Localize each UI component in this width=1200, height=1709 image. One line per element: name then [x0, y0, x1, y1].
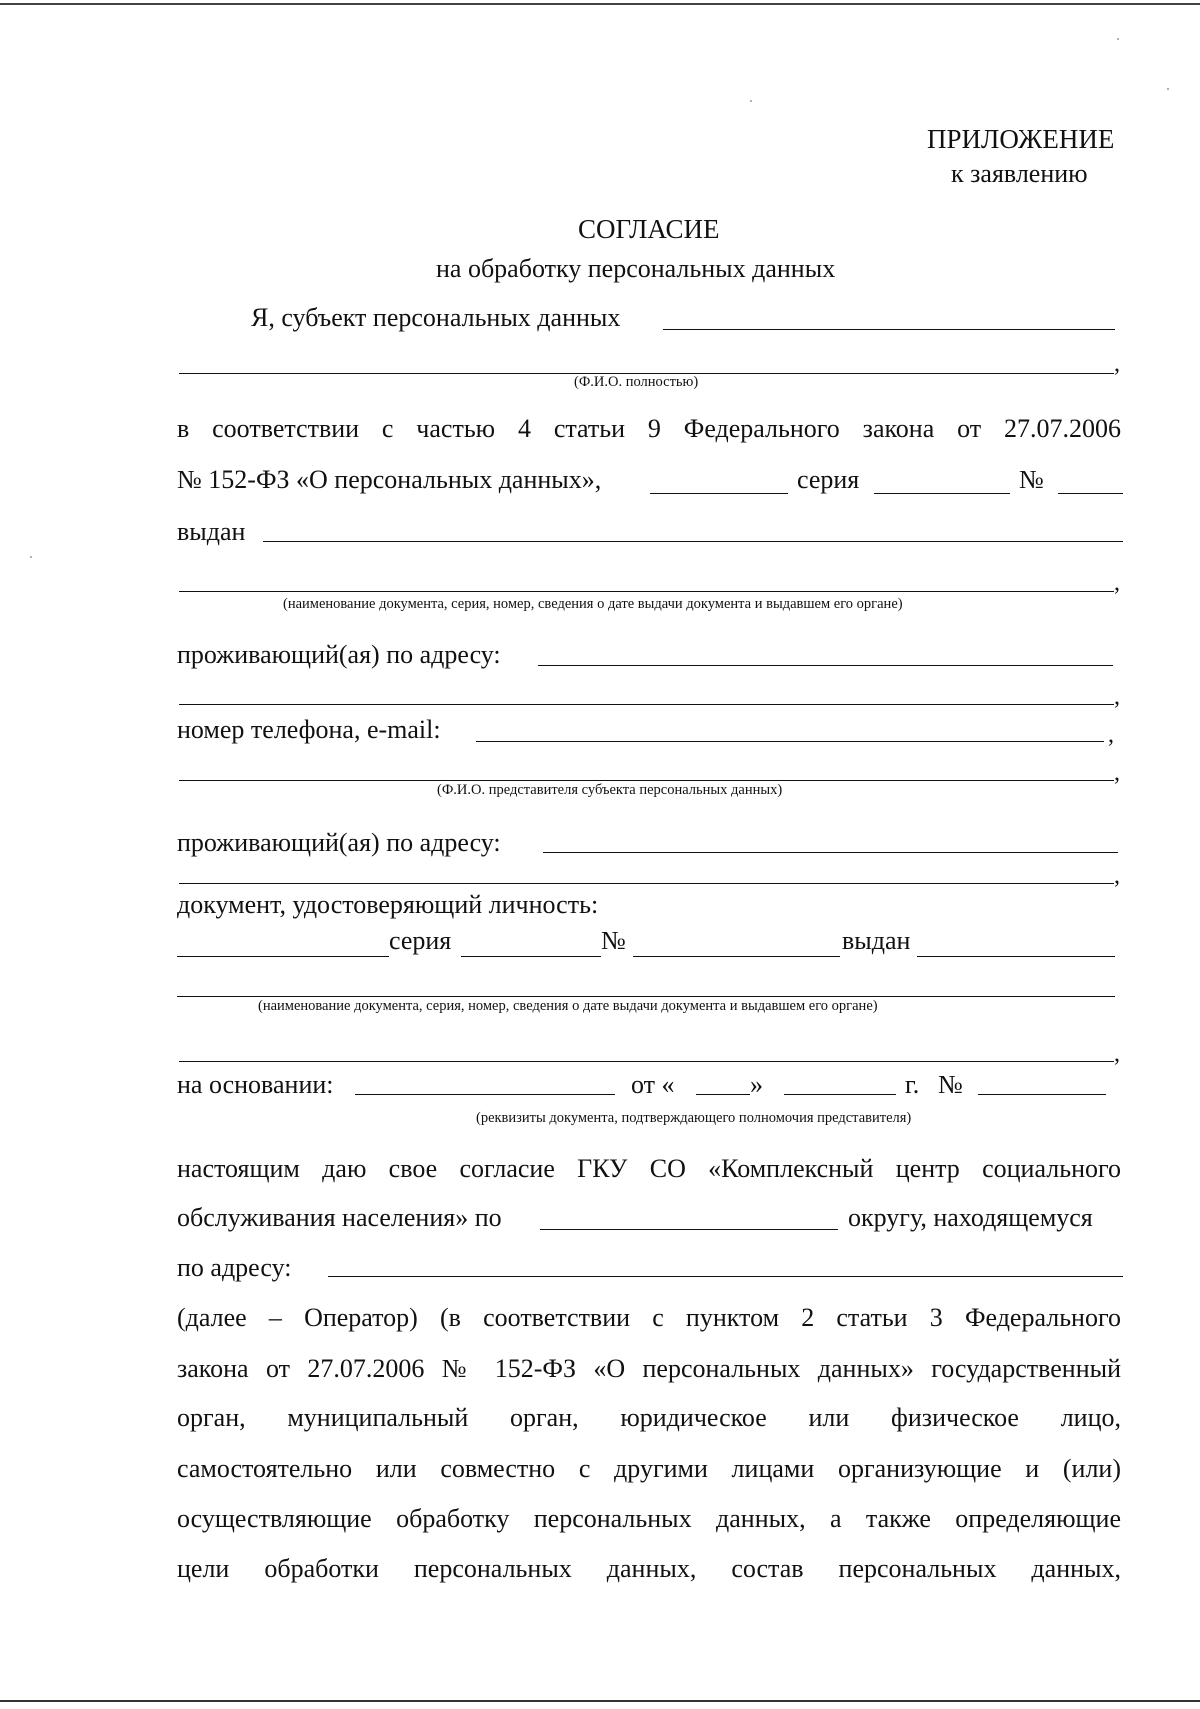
subject-name-field[interactable] — [663, 329, 1115, 330]
scan-speck — [1117, 38, 1119, 40]
basis-number-field[interactable] — [978, 1094, 1106, 1095]
scan-speck — [1167, 88, 1169, 90]
year-label: г. — [905, 1070, 920, 1099]
rep-address-field[interactable] — [543, 852, 1118, 853]
address-field-cont[interactable] — [179, 704, 1114, 705]
document-subtitle: на обработку персональных данных — [436, 254, 836, 283]
district-field[interactable] — [540, 1229, 838, 1230]
scan-top-edge — [0, 3, 1200, 5]
basis-month-field[interactable] — [784, 1094, 896, 1095]
series-label: серия — [797, 465, 860, 494]
paragraph-line: орган, муниципальный орган, юридическое или физическое лицо, — [177, 1403, 1121, 1432]
phone-email-field[interactable] — [476, 741, 1104, 742]
basis-number-label: № — [938, 1070, 963, 1099]
issued-field-cont[interactable] — [179, 591, 1114, 592]
service-prefix: обслуживания населения» по — [177, 1203, 502, 1232]
law-line: в соответствии с частью 4 статьи 9 Федерального закона от 27.07.2006 — [177, 414, 1121, 443]
operator-address-field[interactable] — [328, 1276, 1123, 1277]
rep-series-field[interactable] — [461, 956, 601, 957]
number-label: № — [1019, 465, 1044, 494]
document-type-field[interactable] — [650, 493, 788, 494]
basis-day-field[interactable] — [696, 1094, 750, 1095]
comma: , — [1114, 1041, 1120, 1067]
rep-issued-field[interactable] — [917, 956, 1115, 957]
rep-document-caption: (наименование документа, серия, номер, сведения о дате выдачи документа и выдавшем его органе) — [258, 998, 878, 1014]
consent-line: настоящим даю свое согласие ГКУ СО «Комплексный центр социального — [177, 1154, 1121, 1183]
rep-series-label: серия — [389, 926, 452, 955]
phone-label: номер телефона, e-mail: — [177, 715, 441, 744]
basis-document-field[interactable] — [355, 1094, 615, 1095]
service-suffix: округу, находящемуся — [848, 1203, 1093, 1232]
comma: , — [1108, 722, 1114, 748]
rep-number-label: № — [601, 926, 626, 955]
close-quote: » — [750, 1070, 763, 1099]
law-ref: № 152-ФЗ «О персональных данных», — [177, 465, 602, 494]
scan-speck — [30, 556, 32, 558]
comma: , — [1114, 570, 1120, 596]
representative-caption: (Ф.И.О. представителя субъекта персональных данных) — [437, 782, 783, 798]
scan-speck — [750, 100, 752, 102]
fio-caption: (Ф.И.О. полностью) — [574, 374, 699, 390]
series-field[interactable] — [874, 493, 1010, 494]
subject-label: Я, субъект персональных данных — [251, 303, 621, 332]
rep-address-label: проживающий(ая) по адресу: — [177, 828, 501, 857]
rep-issued-label: выдан — [842, 926, 911, 955]
document-caption: (наименование документа, серия, номер, сведения о дате выдачи документа и выдавшем его органе) — [283, 596, 903, 612]
issued-field[interactable] — [263, 541, 1123, 542]
comma: , — [1114, 351, 1120, 377]
rep-document-field-cont[interactable] — [179, 1061, 1114, 1062]
basis-label: на основании: — [177, 1070, 334, 1099]
rep-issued-field-cont[interactable] — [177, 996, 1115, 997]
address-field[interactable] — [538, 665, 1113, 666]
paragraph-line: (далее – Оператор) (в соответствии с пунктом 2 статьи 3 Федерального — [177, 1303, 1121, 1332]
id-document-label: документ, удостоверяющий личность: — [177, 890, 599, 919]
paragraph-line: цели обработки персональных данных, состав персональных данных, — [177, 1554, 1121, 1583]
issued-label: выдан — [177, 517, 246, 546]
paragraph-line: самостоятельно или совместно с другими лицами организующие и (или) — [177, 1454, 1121, 1483]
paragraph-line: закона от 27.07.2006 № 152-ФЗ «О персональных данных» государственный — [177, 1354, 1121, 1383]
comma: , — [1114, 760, 1120, 786]
rep-address-field-cont[interactable] — [179, 883, 1114, 884]
paragraph-line: осуществляющие обработку персональных данных, а также определяющие — [177, 1504, 1121, 1533]
appendix-title: ПРИЛОЖЕНИЕ — [927, 124, 1115, 154]
representative-name-field[interactable] — [179, 780, 1114, 781]
from-label: от « — [631, 1070, 675, 1099]
comma: , — [1114, 863, 1120, 889]
basis-caption: (реквизиты документа, подтверждающего полномочия представителя) — [476, 1110, 912, 1126]
at-address-label: по адресу: — [177, 1253, 292, 1282]
address-label: проживающий(ая) по адресу: — [177, 640, 501, 669]
number-field[interactable] — [1058, 493, 1123, 494]
comma: , — [1114, 684, 1120, 710]
rep-document-type-field[interactable] — [177, 956, 389, 957]
rep-number-field[interactable] — [633, 956, 840, 957]
appendix-subtitle: к заявлению — [951, 159, 1088, 188]
scan-bottom-edge — [0, 1700, 1200, 1702]
document-title: СОГЛАСИЕ — [578, 214, 720, 244]
